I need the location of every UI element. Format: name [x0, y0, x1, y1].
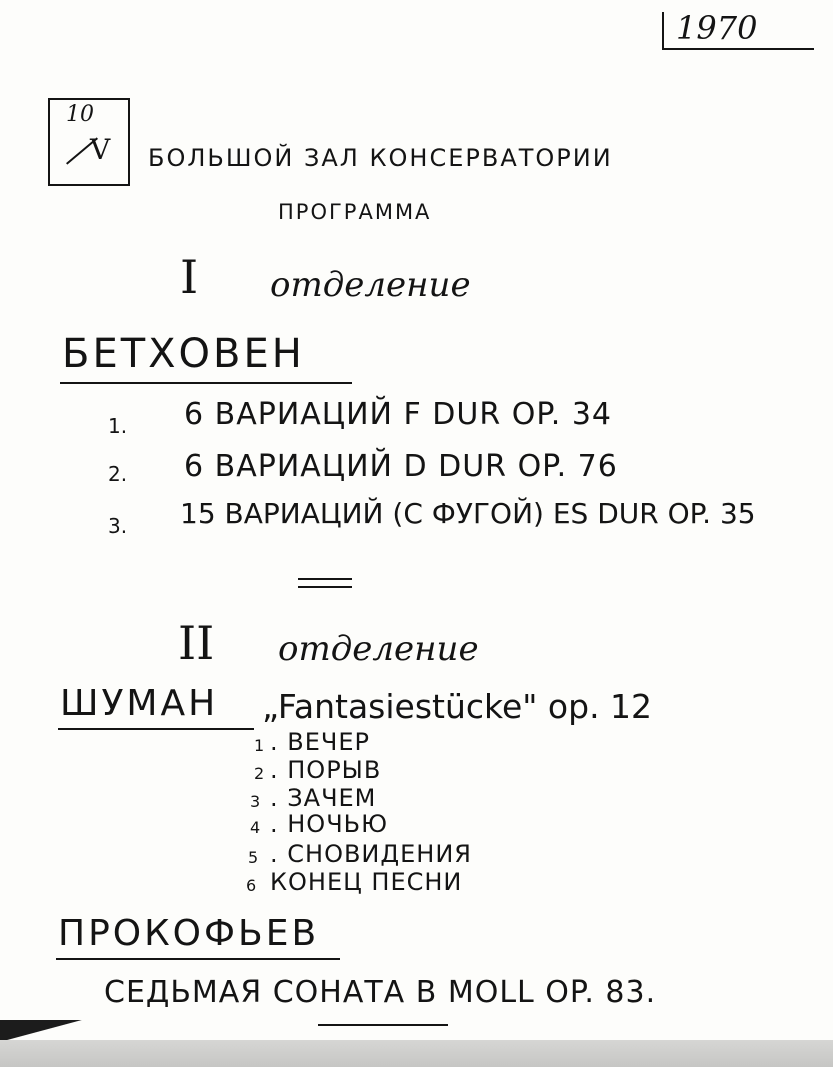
date-day: 10 — [66, 102, 94, 127]
movement-title: . СНОВИДЕНИЯ — [270, 840, 472, 868]
part2-numeral: II — [178, 616, 215, 670]
movement-number: 1 — [254, 736, 265, 755]
intermission-line-top — [298, 578, 352, 580]
part2-word: отделение — [278, 629, 479, 669]
composer-prokofiev: ПРОКОФЬЕВ — [58, 913, 320, 954]
movement-number: 6 — [246, 876, 257, 895]
prokofiev-work: СЕДЬМАЯ СОНАТА B MOLL OP. 83. — [104, 975, 657, 1010]
movement-title: . НОЧЬЮ — [270, 810, 389, 838]
year-label: 1970 — [676, 9, 758, 47]
composer-beethoven: БЕТХОВЕН — [62, 331, 305, 377]
part1-numeral: I — [180, 250, 199, 304]
intermission-line-bottom — [298, 586, 352, 588]
work-item: 6 ВАРИАЦИЙ D DUR OP. 76 — [184, 449, 618, 484]
schumann-work: „Fantasiestücke" op. 12 — [262, 687, 653, 726]
movement-title: . ЗАЧЕМ — [270, 784, 377, 812]
page-bottom-edge — [0, 1040, 833, 1067]
composer-schumann: ШУМАН — [60, 683, 219, 724]
item-number: 3. — [108, 514, 128, 538]
work-underline — [318, 1024, 448, 1026]
composer-underline — [56, 958, 340, 960]
movement-number: 3 — [250, 792, 261, 811]
item-number: 2. — [108, 462, 128, 486]
part1-word: отделение — [270, 265, 471, 305]
movement-number: 4 — [250, 818, 261, 837]
composer-underline — [58, 728, 254, 730]
composer-underline — [60, 382, 352, 384]
program-label: ПРОГРАММА — [278, 200, 432, 224]
work-item: 6 ВАРИАЦИЙ F DUR OP. 34 — [184, 397, 612, 432]
venue-title: БОЛЬШОЙ ЗАЛ КОНСЕРВАТОРИИ — [148, 144, 613, 172]
work-item: 15 ВАРИАЦИЙ (С ФУГОЙ) ES DUR OP. 35 — [180, 497, 756, 530]
item-number: 1. — [108, 414, 128, 438]
movement-number: 2 — [254, 764, 265, 783]
date-month: V — [90, 133, 111, 166]
movement-number: 5 — [248, 848, 259, 867]
movement-title: КОНЕЦ ПЕСНИ — [270, 868, 463, 896]
movement-title: . ВЕЧЕР — [270, 728, 370, 756]
movement-title: . ПОРЫВ — [270, 756, 382, 784]
